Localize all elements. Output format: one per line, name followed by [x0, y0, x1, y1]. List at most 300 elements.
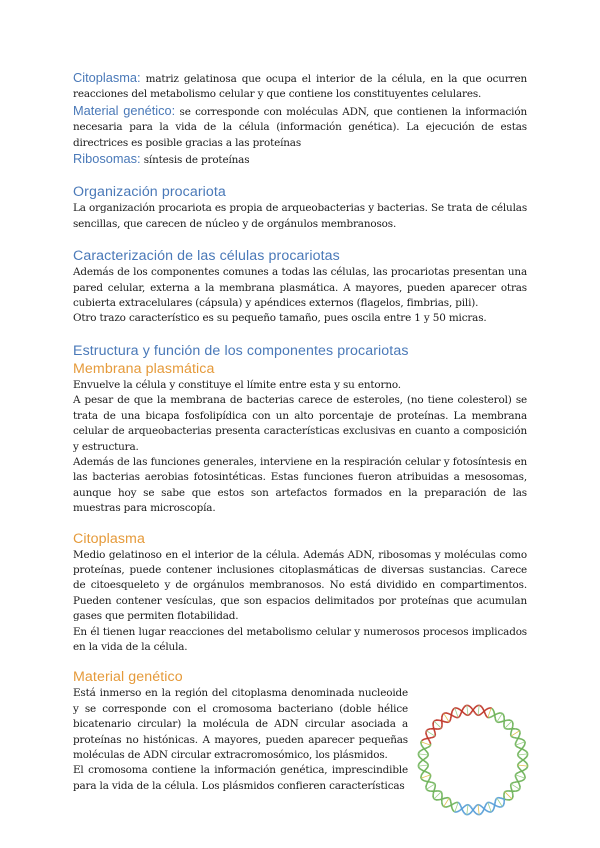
dna-strand-segment — [519, 768, 520, 769]
dna-strand-segment — [453, 804, 454, 805]
dna-strand-segment — [465, 714, 466, 715]
dna-strand-segment — [460, 714, 461, 715]
dna-strand-segment — [423, 772, 424, 773]
dna-strand-segment — [420, 762, 421, 763]
dna-strand-segment — [525, 762, 526, 763]
dna-strand-segment — [464, 707, 465, 708]
definition-material-genetico — [73, 103, 527, 151]
dna-strand-segment — [493, 710, 494, 711]
dna-base-pair — [511, 731, 519, 736]
dna-strand-segment — [427, 756, 428, 757]
dna-strand-segment — [481, 806, 482, 807]
dna-strand-segment — [522, 748, 523, 749]
dna-strand-segment — [525, 758, 526, 759]
dna-strand-segment — [427, 736, 428, 737]
dna-strand-segment — [453, 811, 454, 812]
dna-strand-segment — [422, 746, 423, 747]
dna-strand-segment — [459, 710, 460, 711]
dna-strand-segment — [480, 714, 481, 715]
dna-strand-segment — [427, 748, 428, 749]
dna-strand-segment — [424, 761, 425, 762]
dna-strand-segment — [519, 763, 520, 764]
dna-strand-segment — [525, 751, 526, 752]
dna-strand-segment — [423, 781, 424, 782]
dna-strand-segment — [476, 806, 477, 807]
dna-strand-segment — [472, 709, 473, 710]
dna-strand-segment — [493, 804, 494, 805]
dna-strand-segment — [517, 773, 518, 774]
dna-strand-segment — [487, 709, 488, 710]
dna-strand-segment — [485, 710, 486, 711]
dna-base-pair — [497, 798, 502, 806]
dna-strand-segment — [461, 713, 462, 714]
dna-strand-segment — [422, 747, 423, 748]
dna-strand-segment — [520, 750, 521, 751]
dna-strand-segment — [471, 812, 472, 813]
dna-strand-segment — [429, 746, 430, 747]
dna-strand-segment — [482, 812, 483, 813]
dna-strand-segment — [486, 717, 487, 718]
heading-estructura-funcion: Estructura y función de los componentes procariotas — [73, 342, 409, 359]
dna-strand-segment — [523, 747, 524, 748]
dna-strand-segment — [523, 760, 524, 761]
definition-text: matriz gelatinosa que ocupa el interior de la célula, en la que ocurren reacciones del metabolismo celular y que contiene los constituyentes celulares. — [73, 73, 527, 101]
dna-strand-segment — [484, 711, 485, 712]
dna-strand-segment — [493, 709, 494, 710]
dna-strand-segment — [519, 736, 520, 737]
dna-strand-segment — [519, 751, 520, 752]
dna-strand-segment — [524, 779, 525, 780]
dna-strand-segment — [428, 740, 429, 741]
dna-base-pair — [455, 803, 458, 812]
dna-strand-segment — [483, 810, 484, 811]
dna-strand-segment — [452, 804, 453, 805]
dna-strand-segment — [481, 713, 482, 714]
dna-strand-segment — [422, 773, 423, 774]
dna-strand-segment — [517, 747, 518, 748]
dna-strand-segment — [517, 740, 518, 741]
dna-strand-segment — [462, 810, 463, 811]
dna-base-pair — [488, 708, 491, 717]
dna-strand-segment — [425, 762, 426, 763]
dna-strand-segment — [518, 764, 519, 765]
dna-strand-segment — [481, 707, 482, 708]
term-citoplasma: Citoplasma: — [73, 70, 141, 85]
dna-strand-segment — [475, 807, 476, 808]
dna-strand-segment — [519, 784, 520, 785]
paragraph: En él tienen lugar reacciones del metabolismo celular y numerosos procesos implicados en la vida de la célula. — [73, 625, 527, 653]
dna-strand-segment — [471, 807, 472, 808]
dna-strand-segment — [520, 769, 521, 770]
definition-text: síntesis de proteínas — [140, 154, 250, 167]
dna-strand-segment — [459, 810, 460, 811]
dna-strand-segment — [523, 740, 524, 741]
dna-strand-segment — [452, 809, 453, 810]
dna-strand-segment — [484, 808, 485, 809]
dna-strand-segment — [518, 748, 519, 749]
dna-strand-segment — [421, 770, 422, 771]
dna-strand-segment — [474, 708, 475, 709]
heading-citoplasma: Citoplasma — [73, 530, 145, 547]
dna-strand-segment — [520, 772, 521, 773]
dna-strand-segment — [426, 748, 427, 749]
dna-strand-segment — [419, 763, 420, 764]
dna-strand-segment — [427, 764, 428, 765]
dna-strand-segment — [494, 805, 495, 806]
dna-strand-segment — [465, 806, 466, 807]
dna-strand-segment — [420, 758, 421, 759]
dna-strand-segment — [424, 771, 425, 772]
dna-strand-segment — [476, 814, 477, 815]
dna-strand-segment — [516, 741, 517, 742]
dna-strand-segment — [427, 790, 428, 791]
dna-strand-segment — [429, 741, 430, 742]
dna-strand-segment — [462, 710, 463, 711]
dna-strand-segment — [462, 808, 463, 809]
dna-strand-segment — [453, 810, 454, 811]
dna-base-pair — [418, 765, 428, 766]
paragraph: A pesar de que la membrana de bacterias carece de esteroles, (no tiene colesterol) se trata de una bicapa fosfolipídica con un alto porcentaje de proteínas. La membrana celular de arqueobacterias presenta características exclusivas en cuanto a composición y estructura. — [73, 394, 527, 453]
dna-strand-segment — [485, 714, 486, 715]
dna-strand-segment — [485, 805, 486, 806]
dna-strand-segment — [472, 809, 473, 810]
dna-base-pair — [497, 714, 502, 722]
dna-strand-segment — [483, 711, 484, 712]
paragraph: Está inmerso en la región del citoplasma denominada nucleoide y se corresponde con el cromosoma bacteriano (doble hélice bicatenario circular) la molécula de ADN circular asociada a proteínas no histónicas. A mayores, pueden aparecer pequeñas moléculas de ADN circular extracromosómico, los plásmidos. — [73, 687, 408, 761]
dna-strand-segment — [471, 708, 472, 709]
dna-strand-segment — [493, 716, 494, 717]
dna-strand-segment — [452, 710, 453, 711]
dna-strand-segment — [465, 706, 466, 707]
dna-strand-segment — [426, 751, 427, 752]
dna-strand-segment — [475, 806, 476, 807]
dna-strand-segment — [443, 714, 444, 715]
dna-base-pair — [518, 754, 528, 755]
dna-strand-segment — [460, 804, 461, 805]
dna-strand-segment — [485, 713, 486, 714]
heading-membrana-plasmatica: Membrana plasmática — [73, 360, 215, 377]
dna-strand-segment — [459, 803, 460, 804]
dna-strand-segment — [486, 803, 487, 804]
dna-strand-segment — [459, 717, 460, 718]
definition-ribosomas — [73, 151, 527, 168]
dna-strand-segment — [464, 806, 465, 807]
dna-strand-segment — [426, 772, 427, 773]
dna-strand-segment — [522, 771, 523, 772]
dna-strand-segment — [453, 709, 454, 710]
paragraph: La organización procariota es propia de arqueobacterias y bacterias. Se trata de células sencillas, que carecen de núcleo y de orgánulos membranosos. — [73, 202, 527, 230]
dna-strand-segment — [423, 740, 424, 741]
dna-base-pair — [421, 742, 430, 745]
dna-strand-segment — [522, 740, 523, 741]
dna-strand-segment — [471, 712, 472, 713]
dna-strand-segment — [491, 804, 492, 805]
dna-strand-segment — [420, 769, 421, 770]
dna-strand-segment — [484, 809, 485, 810]
dna-strand-segment — [503, 806, 504, 807]
dna-strand-segment — [461, 806, 462, 807]
dna-base-pair — [455, 708, 458, 717]
dna-strand-segment — [420, 751, 421, 752]
heading-organizacion-procariota: Organización procariota — [73, 184, 226, 201]
dna-strand-segment — [523, 780, 524, 781]
dna-base-pair — [418, 754, 428, 755]
dna-strand-segment — [422, 750, 423, 751]
dna-strand-segment — [421, 741, 422, 742]
dna-base-pair — [444, 714, 449, 722]
dna-strand-segment — [522, 781, 523, 782]
dna-base-pair — [467, 706, 468, 716]
dna-strand-segment — [469, 706, 470, 707]
dna-strand-segment — [518, 782, 519, 783]
dna-strand-segment — [427, 784, 428, 785]
dna-strand-segment — [428, 773, 429, 774]
dna-strand-segment — [450, 714, 451, 715]
dna-strand-segment — [525, 769, 526, 770]
dna-strand-segment — [423, 749, 424, 750]
dna-strand-segment — [491, 717, 492, 718]
dna-strand-segment — [496, 806, 497, 807]
dna-strand-segment — [426, 763, 427, 764]
dna-strand-segment — [460, 805, 461, 806]
dna-base-pair — [467, 805, 468, 815]
dna-strand-segment — [516, 774, 517, 775]
dna-strand-segment — [419, 768, 420, 769]
paragraph: Medio gelatinoso en el interior de la célula. Además ADN, ribosomas y moléculas como proteínas, puede contener inclusiones citoplasmáticas de diversas sustancias. Carece de citoesqueleto y de orgánulos membranosos. No está dividido en compartimentos. Pueden contener vesículas, que son espacios delimitados por proteínas que acumulan gases que permiten flotabilidad. — [73, 548, 527, 623]
dna-strand-segment — [486, 804, 487, 805]
dna-strand-segment — [425, 769, 426, 770]
dna-strand-segment — [517, 780, 518, 781]
dna-strand-segment — [427, 730, 428, 731]
dna-strand-segment — [493, 810, 494, 811]
dna-strand-segment — [462, 709, 463, 710]
dna-strand-segment — [453, 717, 454, 718]
dna-strand-segment — [519, 748, 520, 749]
dna-strand-segment — [518, 752, 519, 753]
dna-strand-segment — [470, 806, 471, 807]
dna-base-pair — [515, 775, 524, 778]
dna-strand-segment — [524, 761, 525, 762]
dna-strand-segment — [526, 752, 527, 753]
dna-strand-segment — [521, 761, 522, 762]
dna-base-pair — [434, 792, 441, 799]
dna-base-pair — [478, 805, 479, 815]
dna-strand-segment — [492, 811, 493, 812]
dna-strand-segment — [458, 709, 459, 710]
definition-citoplasma — [73, 70, 527, 103]
dna-strand-segment — [422, 759, 423, 760]
dna-strand-segment — [425, 750, 426, 751]
dna-strand-segment — [427, 773, 428, 774]
dna-strand-segment — [526, 763, 527, 764]
dna-base-pair — [505, 792, 512, 799]
dna-strand-segment — [451, 715, 452, 716]
dna-strand-segment — [470, 707, 471, 708]
dna-strand-segment — [429, 774, 430, 775]
dna-strand-segment — [475, 713, 476, 714]
dna-strand-segment — [485, 810, 486, 811]
dna-strand-segment — [469, 715, 470, 716]
dna-strand-segment — [475, 813, 476, 814]
dna-strand-segment — [421, 750, 422, 751]
dna-strand-segment — [481, 813, 482, 814]
material-genetico-block — [73, 686, 527, 794]
dna-strand-segment — [428, 738, 429, 739]
dna-strand-segment — [419, 752, 420, 753]
dna-base-pair — [505, 721, 512, 728]
dna-strand-segment — [427, 752, 428, 753]
dna-strand-segment — [523, 773, 524, 774]
dna-strand-segment — [482, 708, 483, 709]
dna-strand-segment — [485, 806, 486, 807]
paragraph: Además de las funciones generales, interviene en la respiración celular y fotosíntesis en las bacterias aerobias fotosintéticas. Estas funciones fueron atribuidas a mesosomas, aunque hoy se sabe que estos son artefactos formados en la preparación de las muestras para microscopía. — [73, 455, 527, 515]
dna-strand-segment — [526, 768, 527, 769]
dna-strand-segment — [487, 811, 488, 812]
paragraph: Envuelve la célula y constituye el límite entre esta y su entorno. — [73, 378, 401, 391]
dna-strand-segment — [518, 773, 519, 774]
dna-strand-segment — [461, 712, 462, 713]
dna-strand-segment — [475, 714, 476, 715]
dna-base-pair — [488, 803, 491, 812]
heading-caracterizacion: Caracterización de las células procariotas — [73, 248, 340, 265]
dna-strand-segment — [482, 807, 483, 808]
dna-strand-segment — [495, 806, 496, 807]
dna-strand-segment — [522, 760, 523, 761]
dna-strand-segment — [452, 716, 453, 717]
dna-strand-segment — [469, 806, 470, 807]
dna-strand-segment — [496, 714, 497, 715]
dna-strand-segment — [422, 774, 423, 775]
heading-material-genetico: Material genético — [73, 669, 183, 686]
dna-strand-segment — [470, 714, 471, 715]
dna-strand-segment — [474, 712, 475, 713]
dna-strand-segment — [448, 714, 449, 715]
dna-strand-segment — [521, 759, 522, 760]
term-ribosomas: Ribosomas: — [73, 151, 141, 167]
dna-strand-segment — [471, 808, 472, 809]
dna-strand-segment — [523, 770, 524, 771]
dna-strand-segment — [461, 809, 462, 810]
dna-strand-segment — [423, 760, 424, 761]
dna-strand-segment — [469, 814, 470, 815]
dna-strand-segment — [486, 716, 487, 717]
dna-strand-segment — [429, 779, 430, 780]
dna-strand-segment — [523, 750, 524, 751]
dna-strand-segment — [483, 709, 484, 710]
dna-strand-segment — [476, 706, 477, 707]
dna-strand-segment — [476, 715, 477, 716]
dna-strand-segment — [443, 806, 444, 807]
dna-strand-segment — [475, 707, 476, 708]
dna-strand-segment — [428, 747, 429, 748]
dna-strand-segment — [520, 758, 521, 759]
dna-base-pair — [434, 721, 441, 728]
dna-strand-segment — [465, 814, 466, 815]
dna-base-pair — [518, 765, 528, 766]
dna-strand-segment — [521, 749, 522, 750]
dna-strand-segment — [453, 709, 454, 710]
dna-strand-segment — [422, 740, 423, 741]
dna-strand-segment — [460, 716, 461, 717]
dna-base-pair — [444, 798, 449, 806]
dna-strand-segment — [518, 781, 519, 782]
dna-strand-segment — [473, 810, 474, 811]
dna-strand-segment — [516, 779, 517, 780]
dna-base-pair — [426, 784, 434, 789]
dna-strand-segment — [482, 712, 483, 713]
dna-base-pair — [511, 784, 519, 789]
dna-strand-segment — [463, 712, 464, 713]
dna-strand-segment — [474, 812, 475, 813]
dna-base-pair — [478, 706, 479, 716]
paragraph: Además de los componentes comunes a todas las células, las procariotas presentan una pared celular, externa a la membrana plasmática. A mayores, pueden aparecer otras cubierta extracelulares (cápsula) y apéndices externos (flagelos, fimbrias, pili). — [73, 266, 527, 310]
dna-strand-segment — [463, 708, 464, 709]
circular-dna-illustration — [413, 696, 533, 824]
dna-strand-segment — [464, 813, 465, 814]
dna-strand-segment — [428, 780, 429, 781]
page-content — [73, 70, 527, 794]
dna-strand-segment — [526, 757, 527, 758]
dna-base-pair — [426, 731, 434, 736]
dna-strand-segment — [516, 746, 517, 747]
dna-strand-segment — [424, 749, 425, 750]
dna-strand-segment — [520, 762, 521, 763]
dna-strand-segment — [519, 757, 520, 758]
dna-strand-segment — [421, 759, 422, 760]
dna-strand-segment — [480, 806, 481, 807]
term-material-genetico: Material genético: — [73, 102, 176, 118]
dna-strand-segment — [481, 814, 482, 815]
dna-strand-segment — [422, 770, 423, 771]
dna-strand-segment — [518, 768, 519, 769]
dna-strand-segment — [524, 774, 525, 775]
dna-base-pair — [421, 775, 430, 778]
dna-strand-segment — [474, 808, 475, 809]
dna-strand-segment — [426, 757, 427, 758]
dna-strand-segment — [448, 806, 449, 807]
dna-strand-segment — [464, 713, 465, 714]
dna-strand-segment — [524, 746, 525, 747]
dna-strand-segment — [426, 768, 427, 769]
dna-strand-segment — [470, 813, 471, 814]
dna-strand-segment — [518, 730, 519, 731]
dna-strand-segment — [422, 780, 423, 781]
dna-strand-segment — [421, 761, 422, 762]
dna-strand-segment — [524, 759, 525, 760]
dna-base-pair — [515, 742, 524, 745]
dna-strand-segment — [524, 750, 525, 751]
dna-strand-segment — [524, 770, 525, 771]
dna-strand-segment — [463, 807, 464, 808]
dna-strand-segment — [493, 809, 494, 810]
dna-strand-segment — [421, 779, 422, 780]
paragraph: El cromosoma contiene la información genética, imprescindible para la vida de la célula. Los plásmidos confieren características — [73, 764, 408, 792]
dna-strand-segment — [473, 710, 474, 711]
dna-strand-segment — [481, 706, 482, 707]
dna-strand-segment — [503, 714, 504, 715]
paragraph: Otro trazo característico es su pequeño tamaño, pues oscila entre 1 y 50 micras. — [73, 312, 487, 325]
dna-strand-segment — [463, 812, 464, 813]
dna-strand-segment — [427, 737, 428, 738]
dna-strand-segment — [425, 758, 426, 759]
dna-strand-segment — [419, 757, 420, 758]
dna-strand-segment — [427, 768, 428, 769]
dna-strand-segment — [519, 772, 520, 773]
definition-text: se corresponde con moléculas ADN, que contienen la información necesaria para la vida de la célula (información genética). La ejecución de estas directrices es posible gracias a las proteínas — [73, 105, 527, 149]
dna-strand-segment — [518, 756, 519, 757]
dna-strand-segment — [458, 811, 459, 812]
dna-strand-segment — [424, 759, 425, 760]
